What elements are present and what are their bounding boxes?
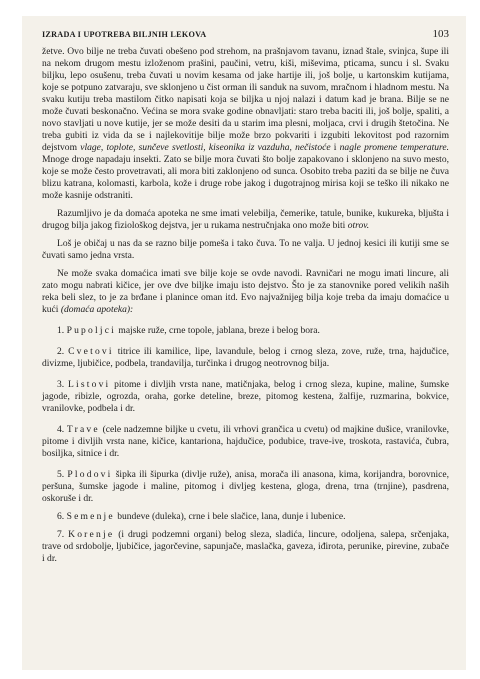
page-number: 103 <box>432 28 449 40</box>
list-item: 2. Cvetovi titrice ili kamilice, lipe, lavandule, belog i crnog sleza, zove, ruže, trna, hajdučice, divizme, ljubičice, podbela, trandavilja, turčinka i drugog neotrovnog bilja. <box>42 346 450 369</box>
page-header <box>42 28 449 40</box>
list-term: Semenje <box>66 511 115 522</box>
list-term: Trave <box>66 424 100 435</box>
list-item: 7. Korenje (i drugi podzemni organi) belog sleza, sladića, lincure, odoljena, salepa, srčenjaka, trave od srdobolje, ljubičice, jagorčevine, sapunjače, maslačka, gaveza, iđirota, perunike, pirevine, zubače i dr. <box>42 529 449 564</box>
list-item: 1. Pupoljci majske ruže, crne topole, jablana, breze i belog bora. <box>57 325 320 336</box>
list-item: 4. Trave (cele nadzemne biljke u cvetu, ili vrhovi grančica u cvetu) od majkine dušice, vranilovke, pitome i divljih vrsta nane, kičice, kantariona, hajdučice, podubice, trave-ive, troskota, rastavića, čubra, bosiljka, sitnice i dr. <box>42 424 450 459</box>
paragraph-poisonous-plants: Razumljivo je da domaća apoteka ne sme imati velebilja, čemerike, tatule, bunike, kukureka, bljušta i drugog bilja jakog fiziološkog dejstva, jer u rukama nestručnjaka ono može biti otrov. <box>42 208 449 231</box>
paragraph-mixing: Loš je običaj u nas da se razno bilje pomeša i tako čuva. To ne valja. U jednoj kesici ili kutiji sme se čuvati samo jedna vrsta. <box>42 238 449 261</box>
list-term: Cvetovi <box>68 346 114 357</box>
list-term: Listovi <box>67 379 111 390</box>
list-term: Pupoljci <box>66 325 116 336</box>
book-page <box>22 16 466 670</box>
paragraph-storage: žetve. Ovo bilje ne treba čuvati obešeno pod strehom, na prašnjavom tavanu, iznad štale, svinjca, šupe ili na nekom drugom mestu izloženom prašini, paučini, vetru, kiši, miševima, pticama, suncu i sl. Svaku biljku, lepo osušenu, treba čuvati u novim kesama od jake hartije ili, još bolje, u kartonskim kutijama, koje se potpuno zatvaraju, sve sklonjeno u čist orman ili sanduk na suvom, mračnom i hladnom mestu. Na svaku kutiju treba mastilom čitko napisati koja se biljka u njoj nalazi i datum kad je brana. Bilje se ne može čuvati beskonačno. Većina se mora svake godine obnavljati: staro treba baciti ili, još bolje, spaliti, a novo stavljati u nove kutije, jer se može desiti da u starim ima plesni, moljaca, crvi i drugih štetočina. Ne treba gubiti iz vida da se i najlekovitije bilje može brzo pokvariti i izgubiti lekovitost pod razornim dejstvom vlage, toplote, sunčeve svetlosti, kiseonika iz vazduha, nečistoće i nagle promene temperature. Mnoge droge napadaju insekti. Zato se bilje mora čuvati što bolje zapakovano i sklonjeno na suvo mesto, koje se može često provetravati, ali mora biti zaklonjeno od sunca. Osobito treba paziti da se bilje ne čuva blizu katrana, kolomasti, karbola, kože i druge robe jakog i dugotrajnog mirisa koji se teško ili nikako ne može kasnije odstraniti. <box>42 46 450 201</box>
list-item: 3. Listovi pitome i divljih vrsta nane, matičnjaka, belog i crnog sleza, kupine, maline, šumske jagode, ribizle, ogrozda, oraha, gorke deteline, breze, pitomog kestena, žalfije, ruzmarina, bokvice, vranilovke, podbela i dr. <box>42 379 450 414</box>
list-item: 6. Semenje bundeve (duleka), crne i bele slačice, lana, dunje i lubenice. <box>57 511 346 522</box>
list-term: Plodovi <box>67 469 113 480</box>
paragraph-home-pharmacy: Ne može svaka domaćica imati sve bilje koje se ovde navodi. Ravničari ne mogu imati lincure, ali zato mogu nabrati kičice, jer ove dve biljke imaju isto dejstvo. Što je za stanovnike pored velikih naših reka beli slez, to je za brđane i planince oman itd. Evo najvažnijeg bilja koje treba da imaju domaćice u kući (domaća apoteka): <box>42 268 449 315</box>
list-term: Korenje <box>68 529 115 540</box>
running-title: IZRADA I UPOTREBA BILJNIH LEKOVA <box>42 30 207 39</box>
list-item: 5. Plodovi šipka ili šipurka (divlje ruže), anisa, morača ili anasona, kima, korijandra, borovnice, peršuna, šumske jagode i maline, pitomog i divljeg kestena, gloga, drena, trna (trnjine), pasdrena, oskoruše i dr. <box>42 469 449 504</box>
